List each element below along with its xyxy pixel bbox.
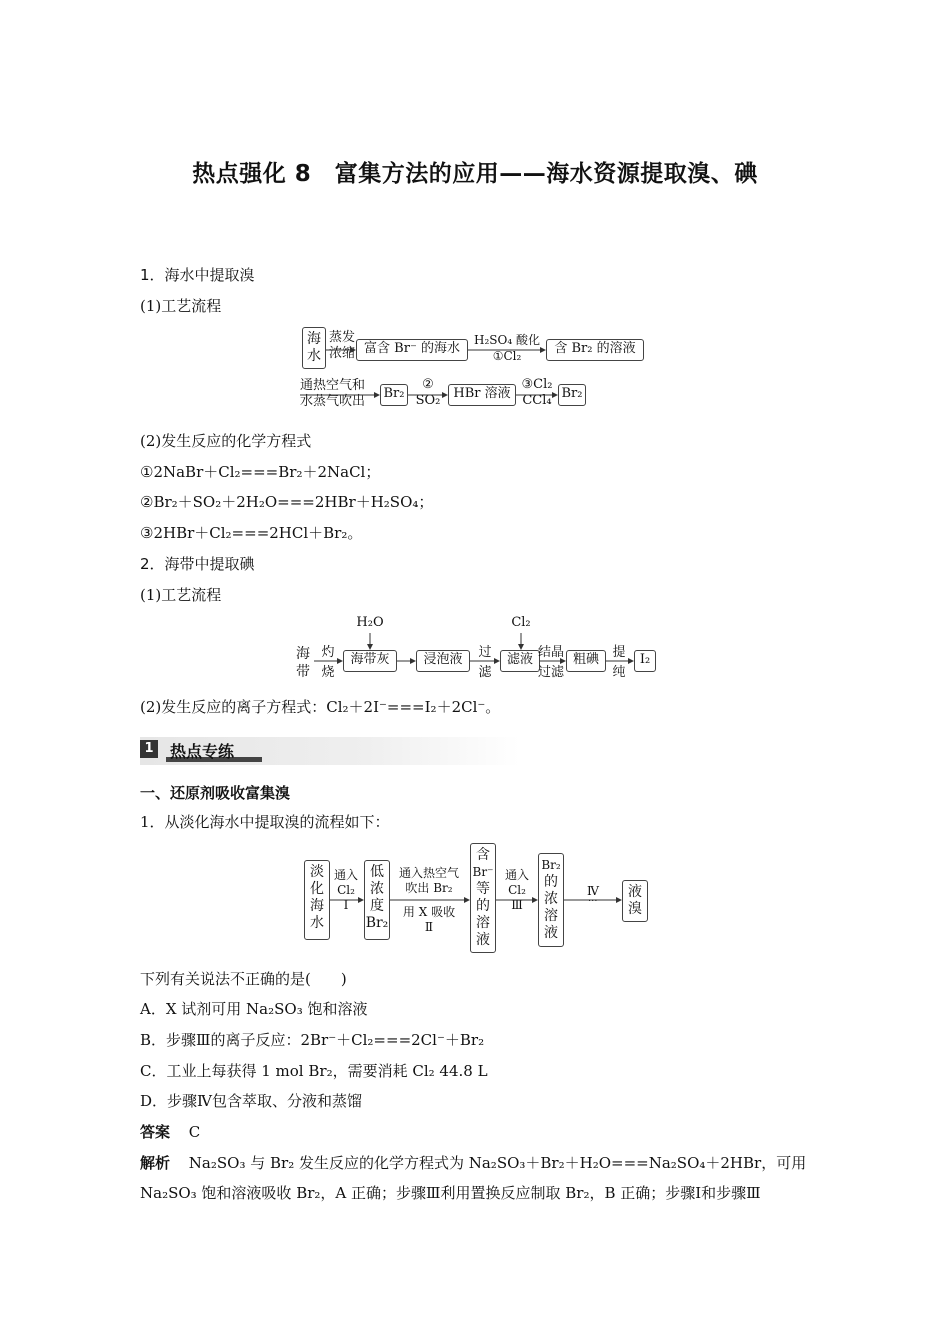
section-heading-iodine: 2．海带中提取碘 (140, 555, 255, 573)
step-text: 过 (478, 645, 492, 660)
step-text: Cl₂ (337, 883, 355, 897)
option-b: B．步骤Ⅲ的离子反应：2Br⁻＋Cl₂===2Cl⁻＋Br₂ (140, 1031, 485, 1049)
box-text: 海 (307, 331, 321, 347)
box-text: 浓 (544, 891, 558, 907)
box-text: 含 (476, 847, 490, 863)
step-text: 通入 (333, 868, 358, 882)
flow-cl2: Cl₂ (511, 615, 531, 630)
box-text: Br⁻ (472, 865, 494, 879)
flow-box-br-seawater: 富含 Br⁻ 的海水 (356, 339, 468, 361)
answer-label: 答案 (140, 1123, 171, 1141)
step-text: Ⅲ (511, 898, 523, 912)
equation-label: (2)发生反应的化学方程式 (140, 432, 312, 450)
box-text: 的 (544, 874, 558, 890)
box-text: 水 (307, 348, 321, 364)
step-text: Ⅱ (424, 920, 434, 934)
option-d: D．步骤Ⅳ包含萃取、分液和蒸馏 (140, 1092, 363, 1110)
step-text: 带 (296, 664, 310, 680)
step-text: 通入热空气 (398, 866, 459, 880)
step-text: 纯 (612, 665, 626, 680)
box-text: 浓 (370, 881, 384, 897)
section-heading-bromine: 1．海水中提取溴 (140, 266, 255, 284)
ellipsis-mark: ··· (588, 896, 598, 907)
box-text: Br₂ (365, 915, 389, 931)
box-text: Br₂ (541, 858, 561, 872)
step-text: 滤 (478, 665, 492, 680)
flow-box-hbr: HBr 溶液 (448, 384, 516, 406)
step-text: 结晶 (537, 645, 564, 660)
step-text: 用 X 吸收 (402, 905, 456, 919)
box-text: 海 (310, 898, 324, 914)
step-text: ③Cl₂ (521, 377, 553, 392)
box-text: 液 (544, 925, 558, 941)
answer-value: C (188, 1123, 201, 1141)
option-a: A．X 试剂可用 Na₂SO₃ 饱和溶液 (140, 1000, 368, 1018)
equation-3: ③2HBr＋Cl₂===2HCl＋Br₂。 (140, 524, 363, 542)
box-text: 溴 (628, 901, 642, 917)
box-text: 溶 (476, 915, 490, 931)
step-text: SO₂ (415, 393, 441, 408)
step-text: 通入 (504, 868, 529, 882)
step-text: H₂SO₄ 酸化 (474, 333, 540, 347)
box-text: 淡 (310, 864, 324, 880)
banner-number-icon: 1 (140, 740, 158, 758)
flow-box-br2-b: Br₂ (558, 384, 586, 406)
step-text: 浓缩 (328, 346, 355, 361)
banner-label: 热点专练 (170, 742, 235, 761)
box-text: 水 (310, 915, 324, 931)
analysis-line-1 (140, 1153, 806, 1173)
option-c: C．工业上每获得 1 mol Br₂，需要消耗 Cl₂ 44.8 L (140, 1062, 488, 1080)
analysis-label: 解析 (140, 1154, 171, 1172)
analysis-line-2: Na₂SO₃ 饱和溶液吸收 Br₂，A 正确；步骤Ⅲ利用置换反应制取 Br₂，B 正确；步骤Ⅰ和步骤Ⅲ (140, 1184, 761, 1202)
equation-1: ①2NaBr＋Cl₂===Br₂＋2NaCl； (140, 463, 381, 481)
box-text: 的 (476, 898, 490, 914)
step-text: 吹出 Br₂ (405, 881, 453, 895)
step-text: 海 (296, 646, 310, 662)
flow-box-soak: 浸泡液 (416, 650, 470, 672)
ionic-equation: (2)发生反应的离子方程式：Cl₂＋2I⁻===I₂＋2Cl⁻。 (140, 698, 501, 716)
step-text: 提 (612, 645, 626, 660)
step-text: 水蒸气吹出 (300, 394, 366, 409)
step-text: 烧 (321, 665, 335, 680)
flow-box-crude-iodine: 粗碘 (566, 650, 606, 672)
step-text: 灼 (321, 645, 335, 660)
analysis-text-1: Na₂SO₃ 与 Br₂ 发生反应的化学方程式为 Na₂SO₃＋Br₂＋H₂O===Na₂SO₄＋2HBr，可用 (188, 1154, 807, 1172)
box-text: 低 (370, 864, 384, 880)
flow-water: H₂O (356, 615, 384, 630)
step-text: ①Cl₂ (492, 349, 522, 363)
page-title: 热点强化 8 富集方法的应用——海水资源提取溴、碘 (192, 161, 758, 187)
step-text: 过滤 (537, 665, 564, 680)
box-text: 化 (310, 881, 324, 897)
box-text: 溶 (544, 908, 558, 924)
step-text: CCl₄ (522, 393, 552, 408)
flow-box-kelp-ash: 海带灰 (343, 650, 397, 672)
box-text: 等 (476, 881, 490, 897)
equation-2: ②Br₂＋SO₂＋2H₂O===2HBr＋H₂SO₄； (140, 493, 434, 511)
step-text: Ⅰ (343, 898, 349, 912)
part-heading: 一、还原剂吸收富集溴 (140, 784, 291, 802)
process-label: (1)工艺流程 (140, 586, 222, 604)
answer-row (140, 1122, 200, 1142)
step-text: 蒸发 (328, 330, 355, 345)
flow-box-br2-a: Br₂ (380, 384, 408, 406)
box-text: 度 (370, 898, 384, 914)
flow-box-iodine: I₂ (634, 650, 656, 672)
process-label: (1)工艺流程 (140, 297, 222, 315)
question-stem: 下列有关说法不正确的是( ) (140, 970, 347, 988)
flow-step-4: Ⅳ (587, 884, 599, 898)
flow-box-filtrate: 滤液 (500, 650, 540, 672)
flow-box-br2-solution: 含 Br₂ 的溶液 (546, 339, 644, 361)
step-text: ② (422, 377, 434, 392)
box-text: 液 (628, 884, 642, 900)
step-text: Cl₂ (508, 883, 526, 897)
step-text: 通热空气和 (300, 378, 366, 393)
box-text: 液 (476, 932, 490, 948)
question-1: 1．从淡化海水中提取溴的流程如下： (140, 813, 390, 831)
